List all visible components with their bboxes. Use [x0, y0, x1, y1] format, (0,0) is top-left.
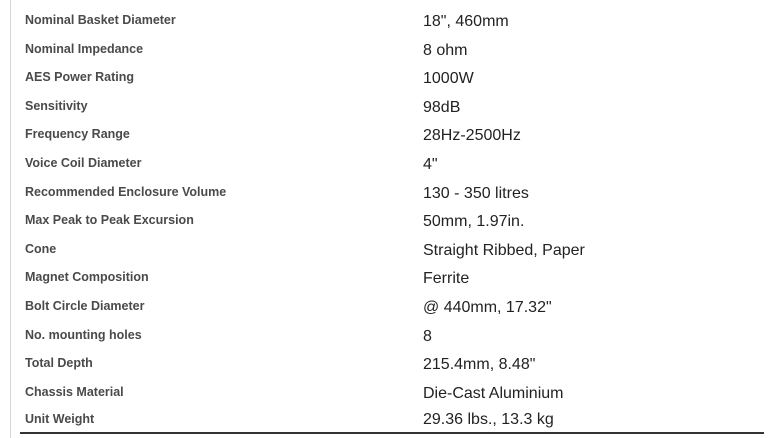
spec-value: 4"	[423, 155, 438, 173]
spec-row-chassis-material	[0, 377, 768, 406]
spec-value: @ 440mm, 17.32"	[423, 298, 552, 316]
spec-row-cone	[0, 234, 768, 263]
spec-row-impedance	[0, 34, 768, 63]
spec-value: 28Hz-2500Hz	[423, 127, 521, 145]
spec-label: Unit Weight	[25, 412, 95, 427]
spec-row-mounting-holes	[0, 320, 768, 349]
spec-row-unit-weight	[0, 405, 768, 434]
spec-label: Recommended Enclosure Volume	[25, 184, 227, 199]
table-bottom-divider	[20, 432, 764, 434]
spec-value: Ferrite	[423, 270, 470, 288]
spec-row-frequency-range	[0, 119, 768, 148]
spec-value: 1000W	[423, 70, 474, 88]
spec-value: 50mm, 1.97in.	[423, 213, 525, 231]
spec-label: Max Peak to Peak Excursion	[25, 213, 194, 228]
spec-row-enclosure-volume	[0, 177, 768, 206]
spec-row-sensitivity	[0, 91, 768, 120]
spec-row-voice-coil	[0, 148, 768, 177]
spec-label: Sensitivity	[25, 98, 88, 113]
spec-row-excursion	[0, 205, 768, 234]
spec-label: Cone	[25, 241, 57, 256]
spec-row-total-depth	[0, 348, 768, 377]
spec-row-power-rating	[0, 62, 768, 91]
spec-row-basket-diameter	[0, 5, 768, 34]
spec-row-magnet	[0, 262, 768, 291]
spec-row-bolt-circle	[0, 291, 768, 320]
spec-label: Nominal Basket Diameter	[25, 13, 176, 27]
spec-label: Bolt Circle Diameter	[25, 298, 145, 313]
spec-label: Chassis Material	[25, 384, 124, 399]
spec-value: Die-Cast Aluminium	[423, 384, 564, 402]
spec-label: AES Power Rating	[25, 70, 135, 85]
spec-value: 215.4mm, 8.48"	[423, 356, 536, 374]
spec-value: 29.36 lbs., 13.3 kg	[423, 411, 554, 429]
spec-label: Total Depth	[25, 356, 93, 371]
spec-label: Voice Coil Diameter	[25, 155, 142, 170]
spec-value: 18", 460mm	[423, 13, 509, 30]
spec-value: 130 - 350 litres	[423, 184, 529, 202]
spec-label: Magnet Composition	[25, 270, 149, 285]
spec-label: Nominal Impedance	[25, 41, 144, 56]
spec-table	[0, 5, 768, 434]
spec-value: 8	[423, 327, 432, 345]
spec-value: Straight Ribbed, Paper	[423, 241, 585, 259]
spec-label: No. mounting holes	[25, 327, 142, 342]
spec-value: 8 ohm	[423, 41, 468, 59]
spec-label: Frequency Range	[25, 127, 130, 142]
spec-value: 98dB	[423, 98, 461, 116]
